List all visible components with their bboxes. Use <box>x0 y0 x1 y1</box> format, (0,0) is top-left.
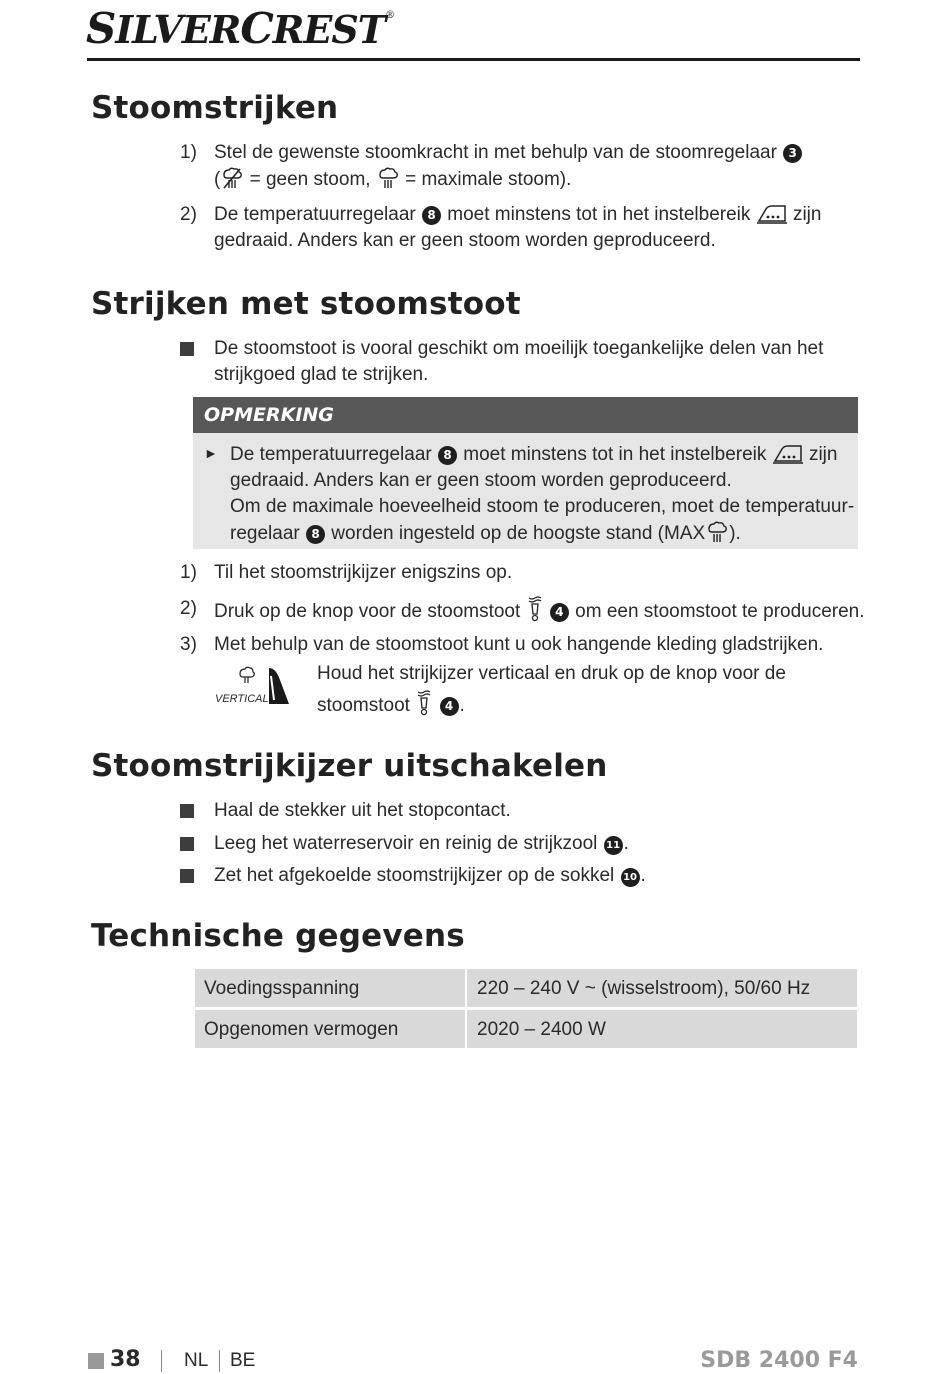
sub-text: Houd het strijkijzer verticaal en druk op de knop voor de <box>317 663 786 684</box>
steam-shot-icon <box>415 690 433 724</box>
table-row <box>195 1010 857 1050</box>
section-title-technische-gegevens: Technische gegevens <box>91 918 465 954</box>
list-item-continued: gedraaid. Anders kan er geen stoom worden geproduceerd. <box>214 230 716 251</box>
brand-logo: SILVERCREST® <box>86 4 395 53</box>
sub-text: stoomstoot 4 . <box>317 690 465 724</box>
step-number: 3) <box>180 634 197 655</box>
ref-marker: 11 <box>604 836 623 855</box>
ref-marker: 3 <box>783 144 802 163</box>
bullet-text: De stoomstoot is vooral geschikt om moeilijk toegankelijke delen van het <box>214 338 824 359</box>
iron-dots-icon <box>756 203 788 233</box>
table-row <box>195 969 857 1009</box>
ref-marker: 4 <box>550 603 569 622</box>
note-text: gedraaid. Anders kan er geen stoom worden geproduceerd. <box>230 470 732 491</box>
header-rule <box>87 58 860 61</box>
note-header <box>193 397 858 433</box>
max-steam-icon <box>376 166 400 198</box>
note-arrow-icon: ► <box>204 445 218 461</box>
note-heading: OPMERKING <box>204 404 334 426</box>
steam-shot-icon <box>526 596 544 630</box>
bullet-text: Zet het afgekoelde stoomstrijkijzer op de sokkel 10 . <box>214 865 646 886</box>
list-item: Til het stoomstrijkijzer enigszins op. <box>214 562 513 583</box>
table-cell: 2020 – 2400 W <box>467 1010 857 1048</box>
list-item: Stel de gewenste stoomkracht in met behulp van de stoomregelaar 3 <box>214 140 803 166</box>
ref-marker: 8 <box>422 206 441 225</box>
page-number: 38 <box>110 1347 141 1372</box>
ref-marker: 8 <box>306 525 325 544</box>
bullet-square <box>180 869 194 883</box>
bullet-square <box>180 342 194 356</box>
vertical-label: VERTICAL <box>215 693 269 705</box>
note-text: regelaar 8 worden ingesteld op de hoogste stand (MAX ). <box>230 520 741 552</box>
section-title-stoomstoot: Strijken met stoomstoot <box>91 286 521 322</box>
table-cell: Opgenomen vermogen <box>195 1010 465 1048</box>
bullet-square <box>180 804 194 818</box>
table-cell: Voedingsspanning <box>195 969 465 1007</box>
section-title-uitschakelen: Stoomstrijkijzer uitschakelen <box>91 748 608 784</box>
list-item: De temperatuurregelaar 8 moet minstens tot in het instelbereik zijn <box>214 202 821 233</box>
step-number: 2) <box>180 598 197 619</box>
ref-marker: 10 <box>621 868 640 887</box>
max-steam-icon <box>705 520 729 552</box>
list-item-continued: ( = geen stoom, = maximale stoom). <box>214 166 571 198</box>
footer-square <box>88 1353 104 1369</box>
vertical-iron-icon <box>214 664 294 714</box>
note-text: Om de maximale hoeveelheid stoom te produceren, moet de temperatuur- <box>230 496 855 517</box>
footer-divider <box>219 1350 220 1372</box>
step-number: 1) <box>180 142 197 163</box>
bullet-text: Leeg het waterreservoir en reinig de strijkzool 11 . <box>214 833 629 854</box>
ref-marker: 4 <box>440 697 459 716</box>
bullet-square <box>180 837 194 851</box>
no-steam-icon <box>220 166 244 198</box>
step-number: 1) <box>180 562 197 583</box>
model-number: SDB 2400 F4 <box>700 1348 858 1373</box>
step-number: 2) <box>180 204 197 225</box>
bullet-text: Haal de stekker uit het stopcontact. <box>214 800 511 821</box>
bullet-text-continued: strijkgoed glad te strijken. <box>214 364 429 385</box>
footer-lang-nl: NL <box>184 1350 209 1371</box>
table-cell: 220 – 240 V ~ (wisselstroom), 50/60 Hz <box>467 969 857 1007</box>
list-item: Druk op de knop voor de stoomstoot 4 om een stoomstoot te produceren. <box>214 596 865 630</box>
footer-lang-be: BE <box>230 1350 256 1371</box>
section-title-stoomstrijken: Stoomstrijken <box>91 90 339 126</box>
iron-dots-icon <box>772 443 804 473</box>
footer-divider <box>161 1350 162 1372</box>
list-item: Met behulp van de stoomstoot kunt u ook hangende kleding gladstrijken. <box>214 634 824 655</box>
note-text: De temperatuurregelaar 8 moet minstens tot in het instelbereik zijn <box>230 442 837 473</box>
ref-marker: 8 <box>438 446 457 465</box>
